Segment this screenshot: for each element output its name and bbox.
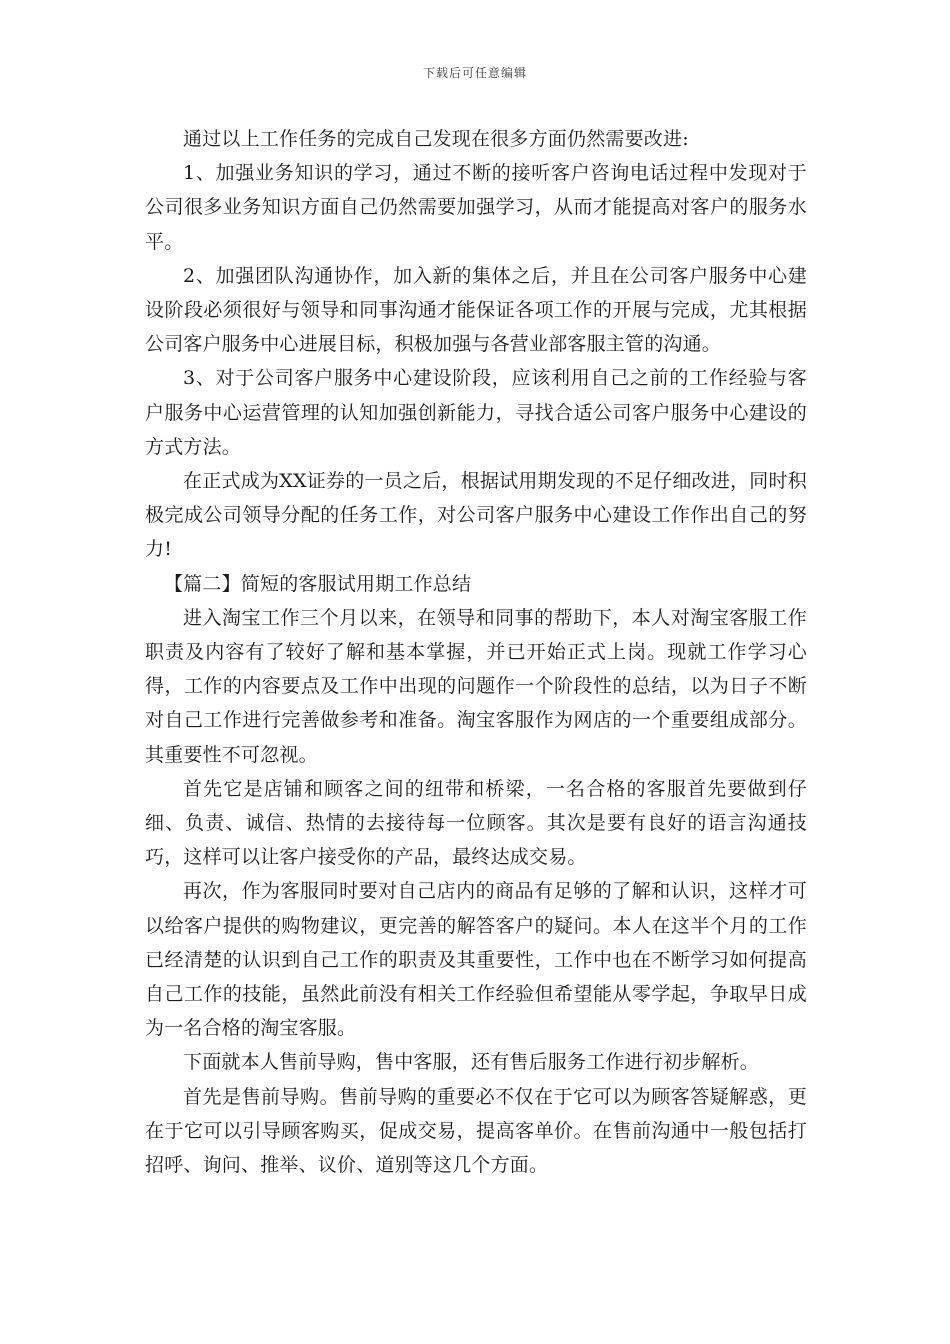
paragraph-item-2: 2、加强团队沟通协作，加入新的集体之后，并且在公司客户服务中心建设阶段必须很好与领导和同事沟通才能保证各项工作的开展与完成，尤其根据公司客户服务中心进展目标，积极加强与各营业部客服主管的沟通。 bbox=[145, 264, 807, 356]
paragraph-bridge: 首先它是店铺和顾客之间的纽带和桥梁，一名合格的客服首先要做到仔细、负责、诚信、热情的去接待每一位顾客。其次是要有良好的语言沟通技巧，这样可以让客户接受你的产品，最终达成交易。 bbox=[145, 777, 807, 869]
paragraph-presale: 首先是售前导购。售前导购的重要必不仅在于它可以为顾客答疑解惑，更在于它可以引导顾客购买，促成交易，提高客单价。在售前沟通中一般包括打招呼、询问、推举、议价、道别等这几个方面。 bbox=[145, 1085, 807, 1177]
document-body bbox=[145, 122, 807, 1182]
section-heading: 【篇二】简短的客服试用期工作总结 bbox=[164, 572, 472, 595]
paragraph-intro: 进入淘宝工作三个月以来，在领导和同事的帮助下，本人对淘宝客服工作职责及内容有了较好了解和基本掌握，并已开始正式上岗。现就工作学习心得，工作的内容要点及工作中出现的问题作一个阶段性的总结，以为日子不断对自己工作进行完善做参考和准备。淘宝客服作为网店的一个重要组成部分。其重要性不可忽视。 bbox=[145, 606, 807, 766]
paragraph-conclusion: 在正式成为XX证券的一员之后，根据试用期发现的不足仔细改进，同时积极完成公司领导分配的任务工作，对公司客户服务中心建设工作作出自己的努力! bbox=[145, 470, 807, 561]
paragraph-item-1: 1、加强业务知识的学习，通过不断的接听客户咨询电话过程中发现对于公司很多业务知识方面自己仍然需要加强学习，从而才能提高对客户的服务水平。 bbox=[145, 162, 807, 253]
paragraph-item-3: 3、对于公司客户服务中心建设阶段，应该利用自己之前的工作经验与客户服务中心运营管理的认知加强创新能力，寻找合适公司客户服务中心建设的方式方法。 bbox=[145, 367, 807, 458]
paragraph-improvements-intro: 通过以上工作任务的完成自己发现在很多方面仍然需要改进: bbox=[183, 128, 689, 150]
page-header: 下载后可任意编辑 bbox=[422, 66, 527, 80]
paragraph-knowledge: 再次，作为客服同时要对自己店内的商品有足够的了解和认识，这样才可以给客户提供的购物建议，更完善的解答客户的疑问。本人在这半个月的工作已经清楚的认识到自己工作的职责及其重要性，工作中也在不断学习如何提高自己工作的技能，虽然此前没有相关工作经验但希望能从零学起，争取早日成为一名合格的淘宝客服。 bbox=[145, 880, 807, 1040]
paragraph-analysis-intro: 下面就本人售前导购，售中客服，还有售后服务工作进行初步解析。 bbox=[183, 1051, 760, 1074]
